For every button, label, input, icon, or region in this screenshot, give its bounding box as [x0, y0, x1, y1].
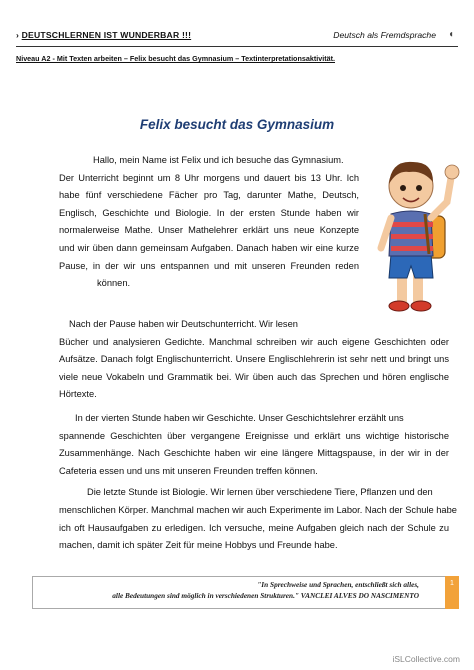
text-line: Nach der Pause haben wir Deutschunterricht. Wir lesen	[69, 319, 298, 329]
text-line: menschlichen Körper. Manchmal machen wir auch Experimente im Labor. Nach der Schule habe	[59, 504, 457, 515]
text-line: Cafeteria essen und uns mit unseren Freunden treffen können.	[59, 465, 318, 476]
text-line: Aufsätze. Danach folgt Englischunterricht. Unsere Englischlehrerin ist sehr nett und bringt uns	[59, 354, 449, 365]
text-line: Bücher und analysieren Gedichte. Manchmal schreiben wir auch eigene Geschichten oder	[59, 336, 449, 347]
text-line: ich oft Hausaufgaben zu erledigen. Ich versuche, meine Aufgaben gleich nach der Schule zu	[59, 522, 449, 533]
quote-line: "In Sprechweise und Sprachen, entschließt sich alles,	[257, 580, 419, 589]
text-line: Hallo, mein Name ist Felix und ich besuche das Gymnasium.	[93, 155, 344, 165]
header-bullet: ›	[16, 30, 20, 40]
text-line: und wir üben dann gemeinsam Aufgaben. Danach haben wir eine kurze	[59, 242, 359, 253]
page-title: Felix besucht das Gymnasium	[139, 117, 335, 132]
brand-link[interactable]: DEUTSCHLERNEN IST WUNDERBAR !!!	[21, 30, 192, 40]
text-line: viele neue Vokabeln und Grammatik bei. Wir üben auch das Sprechen und hören englische	[59, 371, 449, 382]
quote	[112, 580, 419, 601]
boy-illustration	[362, 150, 464, 320]
text-line: normalerweise Mathe. Unser Mathelehrer erklärt uns neue Konzepte	[59, 225, 359, 236]
text-line: können.	[97, 278, 131, 289]
main-text	[59, 316, 457, 555]
text-line: Die letzte Stunde ist Biologie. Wir lernen über verschiedene Tiere, Pflanzen und den	[87, 487, 433, 498]
text-line: machen, damit ich später Zeit für meine Hobbys und Freunde habe.	[59, 540, 338, 551]
text-line: Englisch, Geschichte und Biologie. In der ersten Stunde haben wir	[59, 207, 359, 218]
level-line: Niveau A2 - Mit Texten arbeiten – Felix besucht das Gymnasium – Textinterpretationsaktivität.	[16, 54, 335, 63]
text-line: Zusammenhänge. Nach Geschichte haben wir eine längere Mittagspause, in der wir in der	[59, 448, 449, 459]
book-icon: ◖	[447, 29, 454, 40]
page-number: 1	[445, 576, 459, 609]
text-line: spannende Geschichten über vergangene Ereignisse und erklärt uns wichtige historische	[59, 430, 449, 441]
quote-line: alle Bedeutungen sind möglich in verschiedenen Strukturen." VANCLEI ALVES DO NASCIMENTO	[112, 590, 419, 600]
text-line: habe fünf verschiedene Fächer pro Tag, darunter Mathe, Deutsch,	[59, 190, 359, 201]
text-line: Der Unterricht beginnt um 8 Uhr morgens und dauert bis 13 Uhr. Ich	[59, 172, 359, 183]
quote-box	[32, 576, 446, 609]
watermark: iSLCollective.com	[392, 654, 460, 664]
header-subject: Deutsch als Fremdsprache	[333, 30, 436, 40]
page-header	[16, 30, 458, 47]
header-brand	[16, 30, 191, 40]
paragraph-1	[59, 152, 359, 293]
text-line: Hörtexte.	[59, 389, 97, 400]
text-line: Pause, in der wir uns entspannen und mit unseren Freunden reden	[59, 260, 359, 271]
text-line: In der vierten Stunde haben wir Geschichte. Unser Geschichtslehrer erzählt uns	[75, 412, 404, 423]
